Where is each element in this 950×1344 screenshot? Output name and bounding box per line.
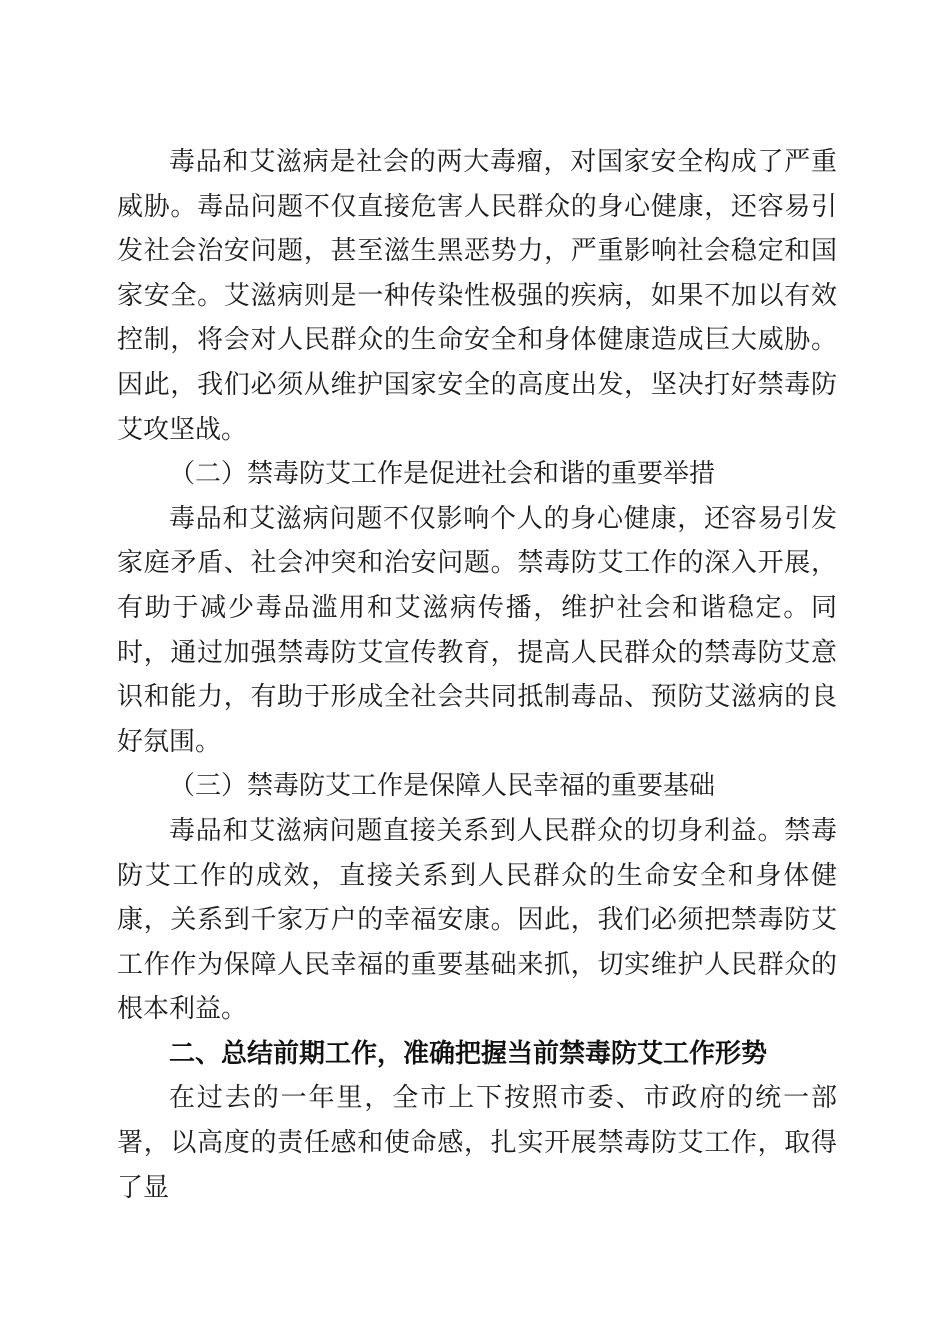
- paragraph-national-security: 毒品和艾滋病是社会的两大毒瘤，对国家安全构成了严重威胁。毒品问题不仅直接危害人民群众的身心健康，还容易引发社会治安问题，甚至滋生黑恶势力，严重影响社会稳定和国家安全。艾滋病则是一种传染性极强的疾病，如果不加以有效控制，将会对人民群众的生命安全和身体健康造成巨大威胁。因此，我们必须从维护国家安全的高度出发，坚决打好禁毒防艾攻坚战。: [117, 147, 837, 445]
- paragraph-past-year: 在过去的一年里，全市上下按照市委、市政府的统一部署，以高度的责任感和使命感，扎实开展禁毒防艾工作，取得了显: [117, 1083, 837, 1203]
- section-heading-2: 二、总结前期工作，准确把握当前禁毒防艾工作形势: [169, 1038, 768, 1069]
- subheading-people-happiness: （三）禁毒防艾工作是保障人民幸福的重要基础: [169, 771, 716, 802]
- document-page: [117, 140, 837, 1210]
- paragraph-people-happiness: 毒品和艾滋病问题直接关系到人民群众的切身利益。禁毒防艾工作的成效，直接关系到人民群众的生命安全和身体健康，关系到千家万户的幸福安康。因此，我们必须把禁毒防艾工作作为保障人民幸福的重要基础来抓，切实维护人民群众的根本利益。: [117, 815, 837, 1025]
- subheading-social-harmony: （二）禁毒防艾工作是促进社会和谐的重要举措: [169, 459, 716, 490]
- paragraph-social-harmony: 毒品和艾滋病问题不仅影响个人的身心健康，还容易引发家庭矛盾、社会冲突和治安问题。禁毒防艾工作的深入开展，有助于减少毒品滥用和艾滋病传播，维护社会和谐稳定。同时，通过加强禁毒防艾宣传教育，提高人民群众的禁毒防艾意识和能力，有助于形成全社会共同抵制毒品、预防艾滋病的良好氛围。: [117, 503, 837, 757]
